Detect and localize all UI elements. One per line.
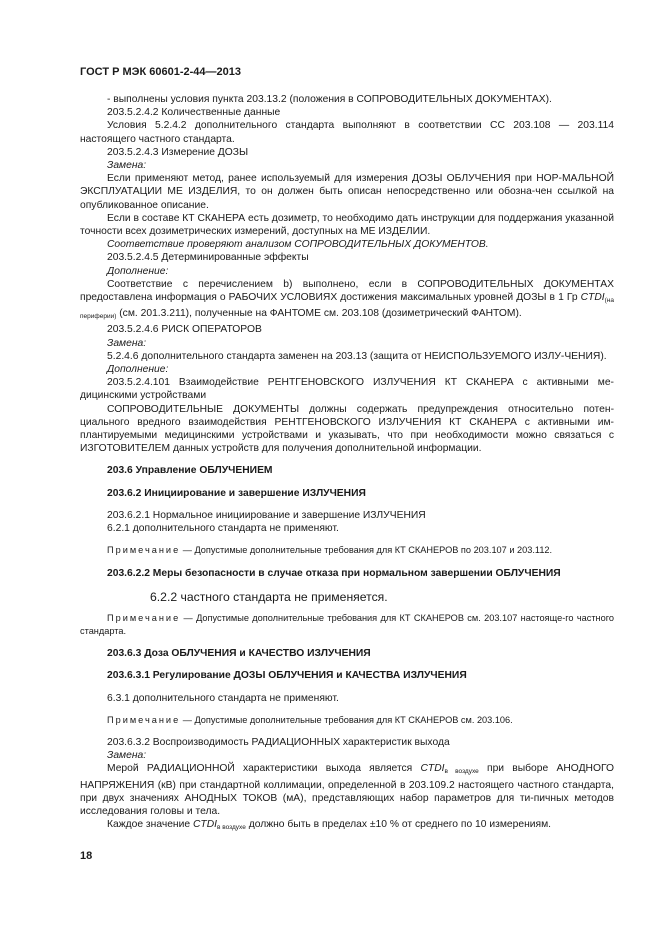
section-heading: 203.6.2 Инициирование и завершение ИЗЛУЧЕНИЯ [107, 487, 366, 499]
clause-heading: 203.5.2.4.6 РИСК ОПЕРАТОРОВ [107, 324, 262, 336]
paragraph: - выполнены условия пункта 203.13.2 (положения в СОПРОВОДИТЕЛЬНЫХ ДОКУМЕНТАХ). [107, 94, 552, 105]
paragraph: Если в составе КТ СКАНЕРА есть дозиметр, то необходимо дать инструкции для поддержания указанной точности всех дозиметрических измерений, доступных на МЕ ИЗДЕЛИИ. [80, 212, 614, 238]
replacement-label: Замена: [107, 750, 147, 762]
compliance-statement: Соответствие проверяют анализом СОПРОВОДИТЕЛЬНЫХ ДОКУМЕНТОВ. [107, 239, 489, 251]
note: Примечание — Допустимые дополнительные требования для КТ СКАНЕРОВ по 203.107 и 203.112. [107, 545, 553, 556]
section-heading: 203.6 Управление ОБЛУЧЕНИЕМ [107, 465, 273, 477]
clause-heading: 203.5.2.4.3 Измерение ДОЗЫ [107, 146, 249, 158]
section-heading: 203.6.3 Доза ОБЛУЧЕНИЯ и КАЧЕСТВО ИЗЛУЧЕНИЯ [107, 648, 371, 660]
document-header: ГОСТ Р МЭК 60601-2-44—2013 [80, 66, 241, 78]
paragraph: СОПРОВОДИТЕЛЬНЫЕ ДОКУМЕНТЫ должны содержать предупреждения относительно потен-циального вредного взаимодействия РЕНТГЕНОВСКОГО ИЗЛУЧЕНИЯ КТ СКАНЕРА с активными им-плантируемыми медицинскими устройствами и указывать, что при необходимости можно связаться с ИЗГОТОВИТЕЛЕМ данных устройств для получения дополнительной информации. [80, 403, 614, 455]
paragraph: Соответствие с перечислением b) выполнено, если в СОПРОВОДИТЕЛЬНЫХ ДОКУМЕНТАХ предоставлена информация о РАБОЧИХ УСЛОВИЯХ достижения максимальных уровней ДОЗЫ в 1 Гр $CTDI_{(на периферии)}$ (см. 201.3.211), полученные на ФАНТОМЕ см. 203.108 (дозиметрический ФАНТОМ). [80, 278, 614, 321]
section-heading: 203.6.3.1 Регулирование ДОЗЫ ОБЛУЧЕНИЯ и КАЧЕСТВА ИЗЛУЧЕНИЯ [107, 670, 467, 682]
paragraph: Условия 5.2.4.2 дополнительного стандарта выполняют в соответствии СС 203.108 — 203.114 настоящего частного стандарта. [80, 120, 614, 145]
clause-heading: 203.5.2.4.2 Количественные данные [107, 107, 281, 119]
clause-heading: 203.5.2.4.101 Взаимодействие РЕНТГЕНОВСКОГО ИЗЛУЧЕНИЯ КТ СКАНЕРА с активными ме-дицинскими устройствами [80, 377, 614, 402]
clause-heading: 203.6.2.1 Нормальное инициирование и завершение ИЗЛУЧЕНИЯ [107, 509, 426, 521]
addition-label: Дополнение: [107, 364, 169, 376]
clause-heading: 203.5.2.4.5 Детерминированные эффекты [107, 252, 309, 264]
note: Примечание — Допустимые дополнительные требования для КТ СКАНЕРОВ см. 203.106. [107, 714, 513, 725]
paragraph: Если применяют метод, ранее используемый для измерения ДОЗЫ ОБЛУЧЕНИЯ при НОР-МАЛЬНОЙ ЭКСПЛУАТАЦИИ МЕ ИЗДЕЛИЯ, то он должен быть описан непосредственно или обозна-чен ссылкой на опубликованное описание. [80, 173, 614, 211]
section-heading: 203.6.2.2 Меры безопасности в случае отказа при нормальном завершении ОБЛУЧЕНИЯ [107, 567, 561, 579]
paragraph-large: 6.2.2 частного стандарта не применяется. [150, 589, 388, 604]
clause-heading: 203.6.3.2 Воспроизводимость РАДИАЦИОННЫХ характеристик выхода [107, 736, 450, 748]
paragraph: Мерой РАДИАЦИОННОЙ характеристики выхода является $CTDI_{в воздухе}$ при выборе АНОДНОГО НАПРЯЖЕНИЯ (кВ) при стандартной коллимации, определенной в 203.109.2 настоящего частного стандарта, при двух значениях АНОДНЫХ ТОКОВ (мА), представляющих набор параметров для ти-пичных методов исследования головы и тела. [80, 763, 614, 817]
replacement-label: Замена: [107, 337, 147, 349]
page-number: 18 [80, 850, 93, 862]
note: Примечание — Допустимые дополнительные требования для КТ СКАНЕРОВ см. 203.107 настояще-го частного стандарта. [80, 612, 614, 636]
document-body [80, 93, 614, 834]
paragraph: 5.2.4.6 дополнительного стандарта заменен на 203.13 (защита от НЕИСПОЛЬЗУЕМОГО ИЗЛУ-ЧЕНИЯ). [107, 350, 607, 362]
paragraph: 6.2.1 дополнительного стандарта не применяют. [107, 523, 339, 535]
paragraph: Каждое значение $CTDI_{в воздухе}$ должно быть в пределах ±10 % от среднего по 10 измерениям. [107, 819, 552, 832]
addition-label: Дополнение: [107, 265, 169, 277]
paragraph: 6.3.1 дополнительного стандарта не применяют. [107, 692, 339, 704]
replacement-label: Замена: [107, 160, 147, 172]
